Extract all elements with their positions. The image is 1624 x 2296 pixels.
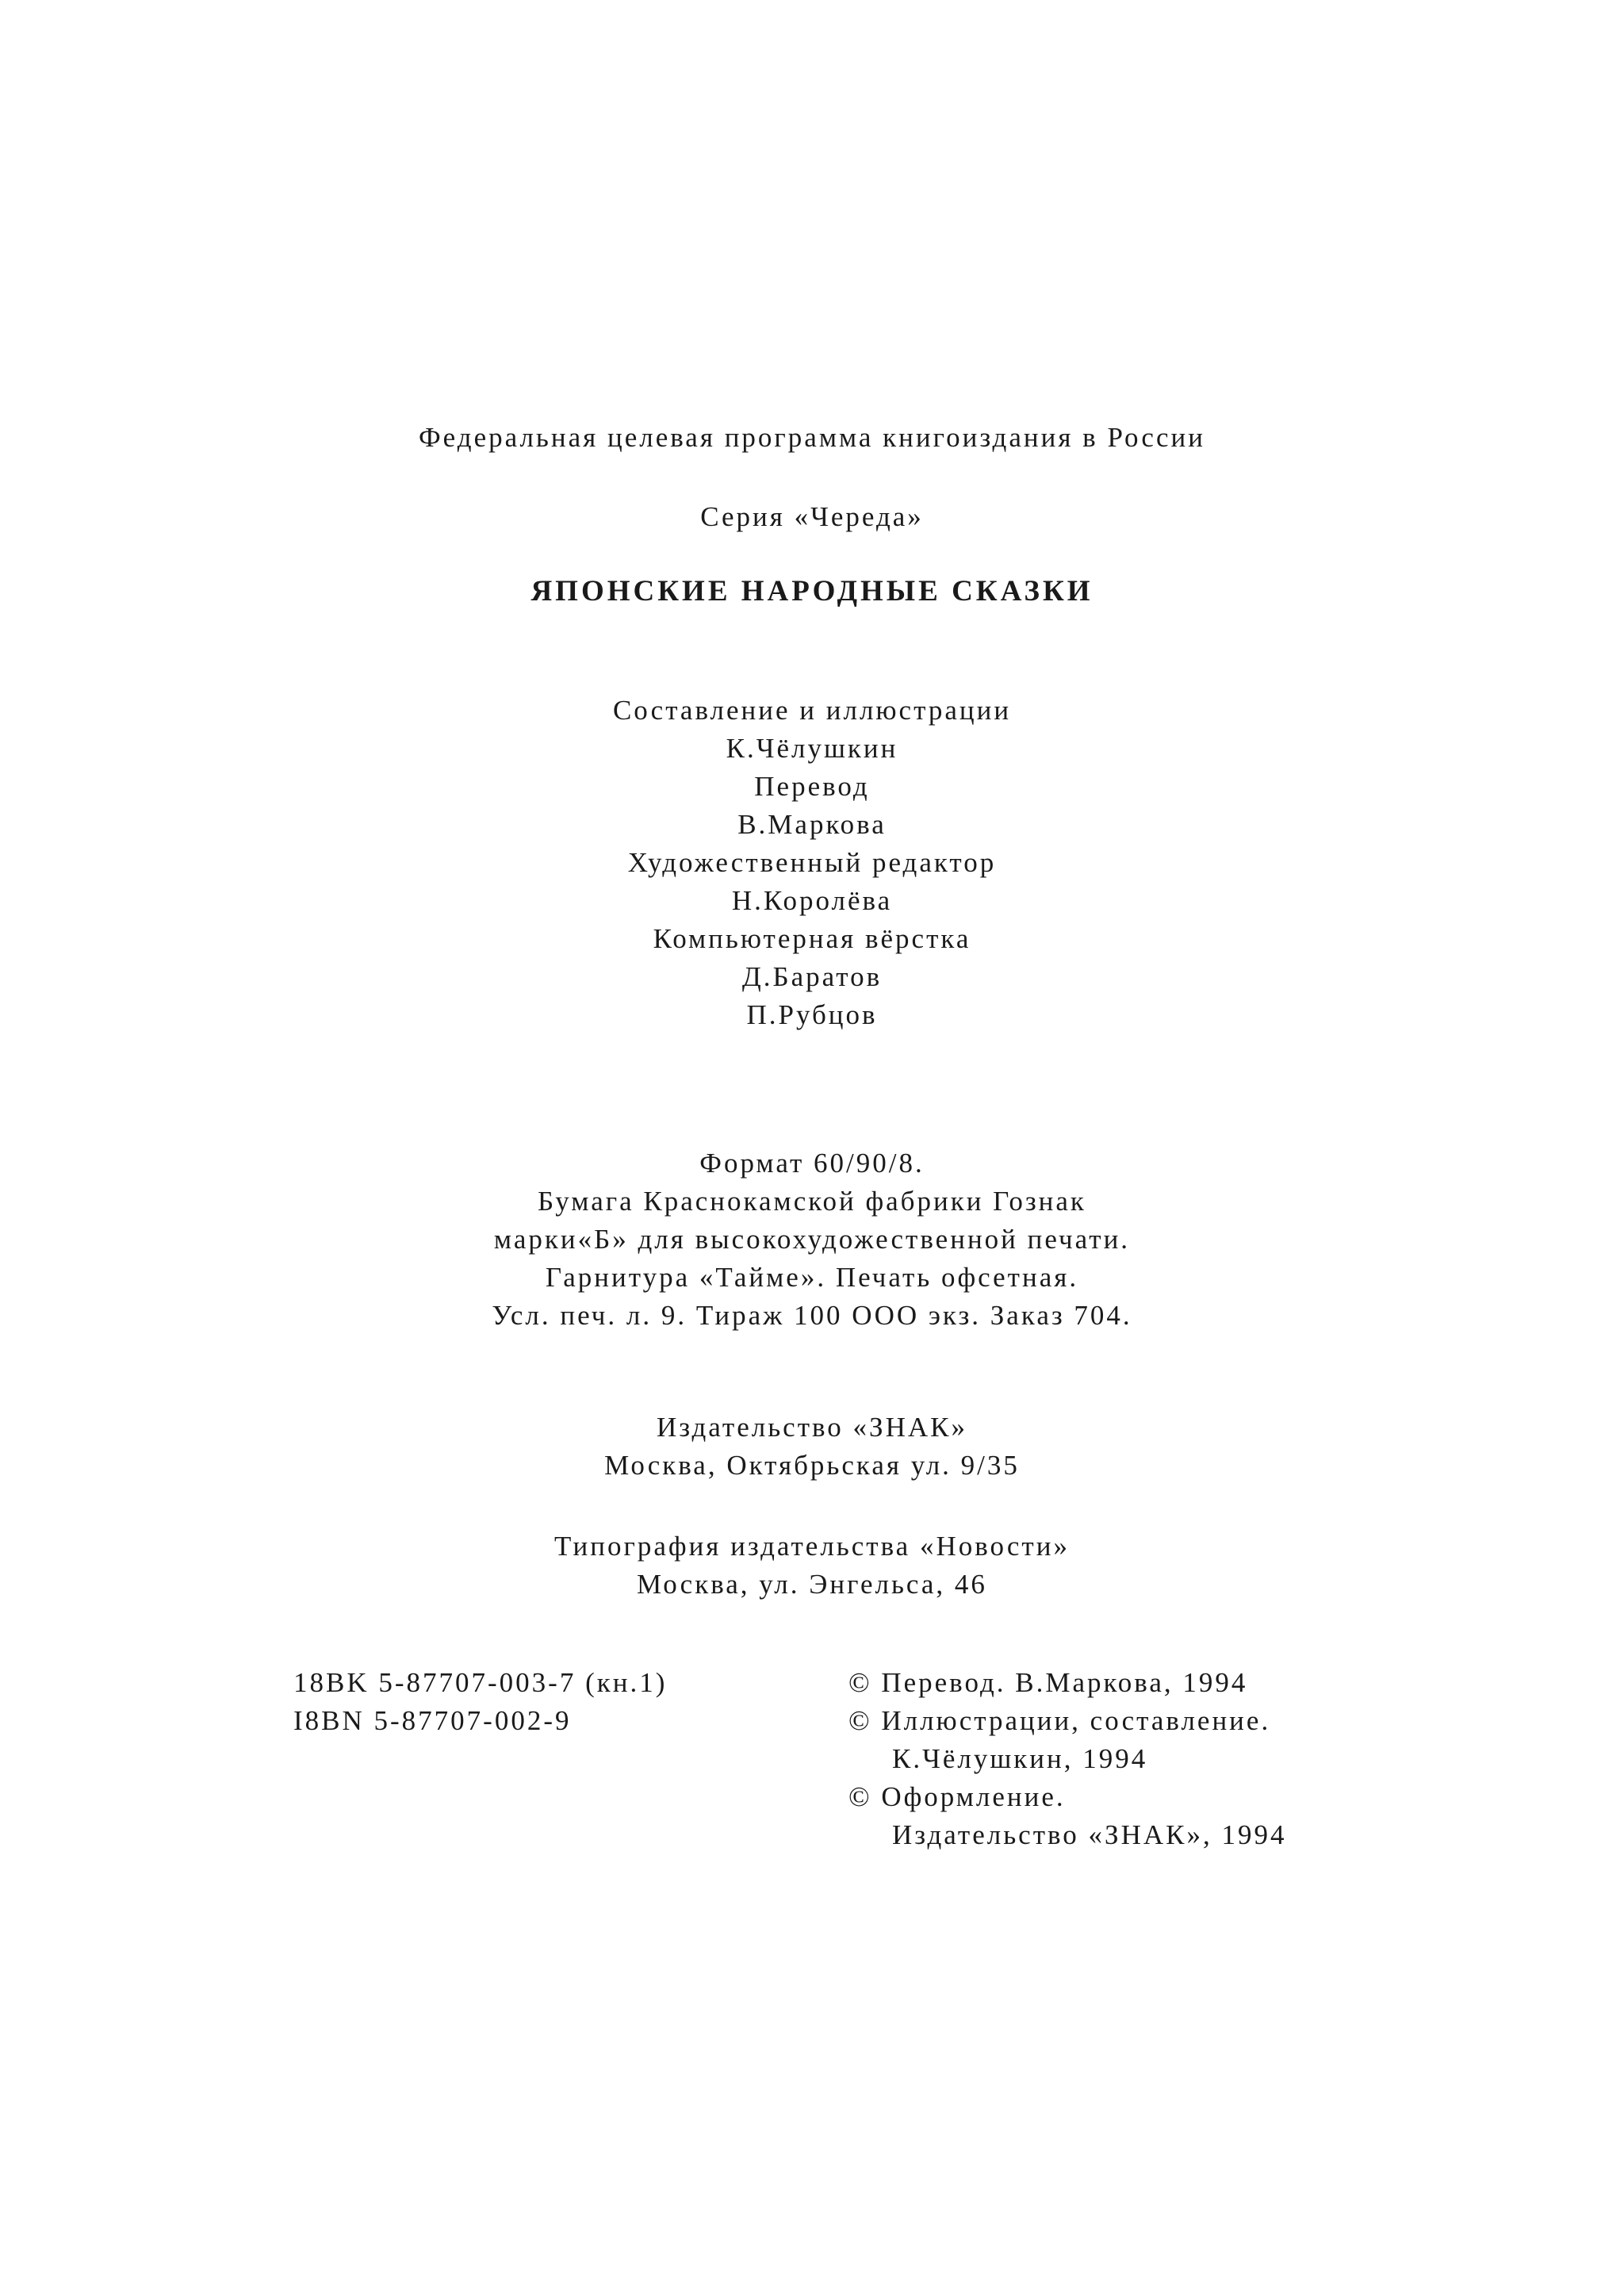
credit-line: Д.Баратов bbox=[741, 961, 883, 992]
copyright-line: © Оформление. bbox=[848, 1781, 1066, 1812]
printer-line: Типография издательства «Новости» bbox=[554, 1531, 1070, 1562]
print-detail-line: марки«Б» для высокохудожественной печати. bbox=[493, 1224, 1131, 1255]
print-detail-line: Бумага Краснокамской фабрики Гознак bbox=[538, 1186, 1086, 1217]
copyright-line: К.Чёлушкин, 1994 bbox=[892, 1743, 1148, 1774]
publisher-line: Издательство «ЗНАК» bbox=[657, 1412, 967, 1443]
credit-line: В.Маркова bbox=[737, 809, 887, 840]
print-detail-line: Гарнитура «Тайме». Печать офсетная. bbox=[545, 1262, 1079, 1293]
isbn-line: I8BN 5-87707-002-9 bbox=[293, 1705, 572, 1736]
credit-line: Компьютерная вёрстка bbox=[653, 923, 971, 954]
copyright-line: © Иллюстрации, составление. bbox=[848, 1705, 1271, 1736]
credit-line: Художественный редактор bbox=[627, 847, 997, 878]
credit-line: Составление и иллюстрации bbox=[612, 695, 1012, 726]
copyright-line: Издательство «ЗНАК», 1994 bbox=[892, 1819, 1287, 1850]
publisher-line: Москва, Октябрьская ул. 9/35 bbox=[604, 1450, 1020, 1481]
series-line: Серия «Череда» bbox=[700, 501, 924, 532]
print-detail-line: Формат 60/90/8. bbox=[699, 1148, 925, 1179]
print-detail-line: Усл. печ. л. 9. Тираж 100 ООО экз. Заказ 704. bbox=[492, 1300, 1132, 1331]
credit-line: Перевод bbox=[754, 771, 870, 802]
printer-line: Москва, ул. Энгельса, 46 bbox=[637, 1569, 987, 1600]
copyright-line: © Перевод. В.Маркова, 1994 bbox=[848, 1667, 1248, 1698]
program-line: Федеральная целевая программа книгоиздания в России bbox=[419, 422, 1205, 453]
credit-line: П.Рубцов bbox=[746, 999, 878, 1030]
book-title: ЯПОНСКИЕ НАРОДНЫЕ СКАЗКИ bbox=[530, 575, 1094, 608]
isbn-line: 18BK 5-87707-003-7 (кн.1) bbox=[293, 1667, 668, 1698]
credit-line: Н.Королёва bbox=[731, 885, 893, 916]
credit-line: К.Чёлушкин bbox=[726, 733, 898, 764]
